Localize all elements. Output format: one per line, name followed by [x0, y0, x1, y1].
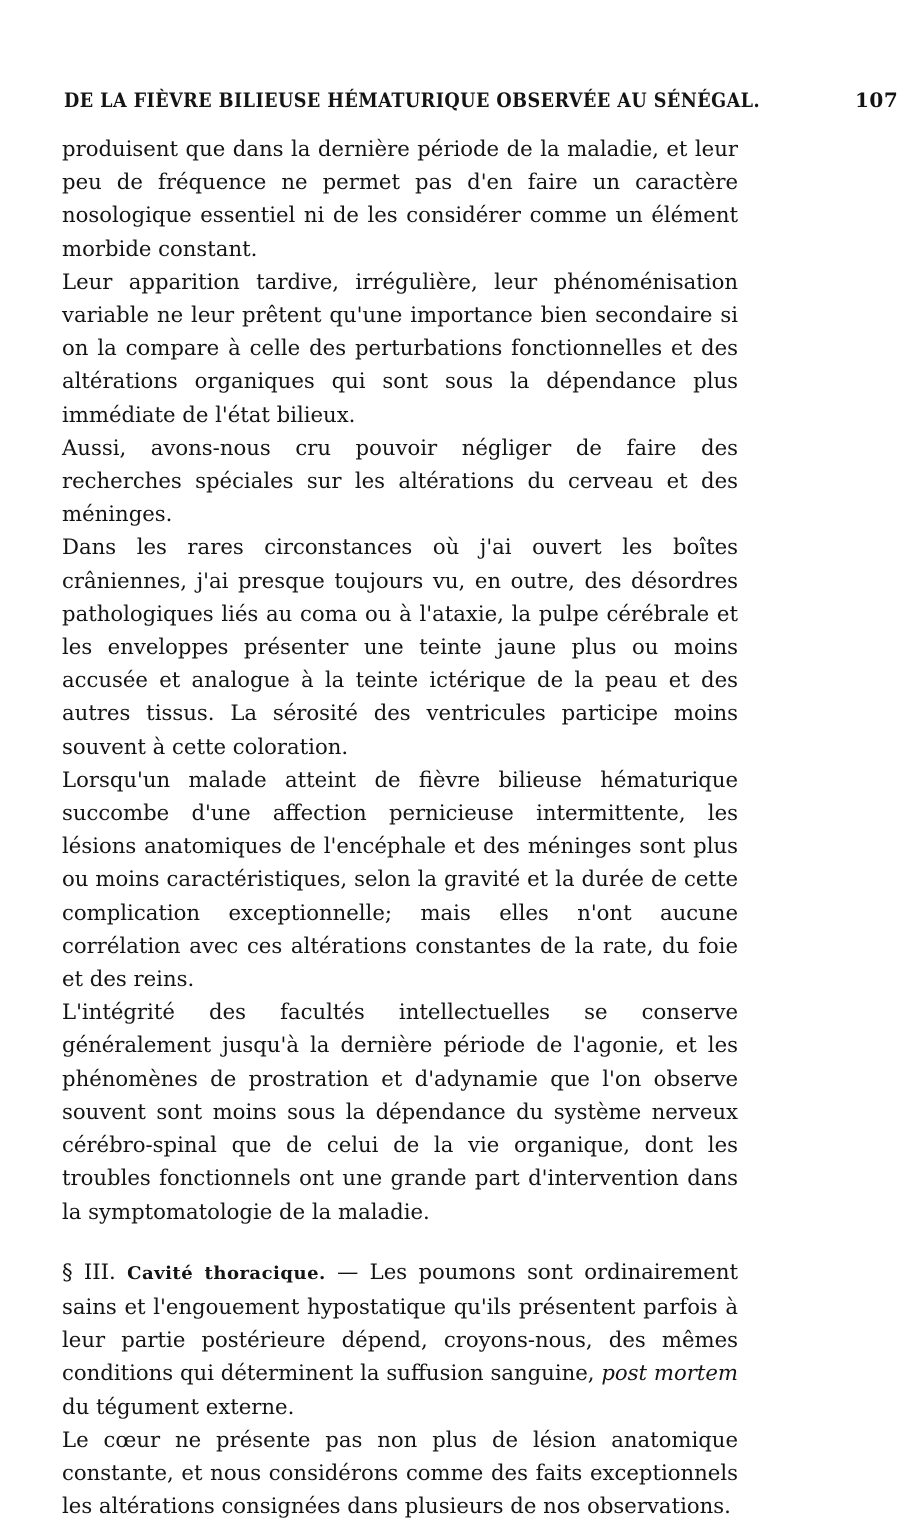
page-body: [62, 132, 738, 1522]
paragraph: produisent que dans la dernière période de la maladie, et leur peu de fréquence ne permet pas d'en faire un caractère nosologique essentiel ni de les considérer comme un élément morbide constant.: [62, 136, 738, 261]
running-title: DE LA FIÈVRE BILIEUSE HÉMATURIQUE OBSERVÉE AU SÉNÉGAL.: [64, 88, 761, 112]
section-text-end: du tégument externe.: [62, 1393, 295, 1419]
section-paragraph: [62, 1255, 738, 1423]
running-header: [64, 88, 898, 112]
section-mark: § III.: [62, 1258, 116, 1284]
paragraph: L'intégrité des facultés intellectuelles se conserve généralement jusqu'à la dernière période de l'agonie, et les phénomènes de prostration et d'adynamie que l'on observe souvent sont moins sous la dépendance du système nerveux cérébro-spinal que de celui de la vie organique, dont les troubles fonctionnels ont une grande part d'intervention dans la symptomatologie de la maladie.: [62, 999, 738, 1224]
section-heading: Cavité thoracique.: [127, 1262, 326, 1284]
paragraph: Lorsqu'un malade atteint de fièvre bilieuse hématurique succombe d'une affection pernicieuse intermittente, les lésions anatomiques de l'encéphale et des méninges sont plus ou moins caractéristiques, selon la gravité et la durée de cette complication exceptionnelle; mais elles n'ont aucune corrélation avec ces altérations constantes de la rate, du foie et des reins.: [62, 766, 738, 992]
paragraph: Aussi, avons-nous cru pouvoir négliger de faire des recherches spéciales sur les altérations du cerveau et des méninges.: [62, 434, 738, 527]
page-number: 107: [854, 88, 898, 112]
paragraph: Le cœur ne présente pas non plus de lésion anatomique constante, et nous considérons comme des faits exceptionnels les altérations consignées dans plusieurs de nos observations.: [62, 1426, 738, 1519]
paragraph: Leur apparition tardive, irrégulière, leur phénoménisation variable ne leur prêtent qu'une importance bien secondaire si on la compare à celle des perturbations fonctionnelles et des altérations organiques qui sont sous la dépendance plus immédiate de l'état bilieux.: [62, 268, 738, 427]
paragraph: Dans les rares circonstances où j'ai ouvert les boîtes crâniennes, j'ai presque toujours vu, en outre, des désordres pathologiques liés au coma ou à l'ataxie, la pulpe cérébrale et les enveloppes présenter une teinte jaune plus ou moins accusée et analogue à la teinte ictérique de la peau et des autres tissus. La sérosité des ventricules participe moins souvent à cette coloration.: [62, 534, 738, 759]
italic-phrase: post mortem: [601, 1360, 738, 1386]
section-text: — Les poumons sont ordinairement sains et l'engouement hypostatique qu'ils présentent parfois à leur partie postérieure dépend, croyons-nous, des mêmes conditions qui déterminent la suffusion sanguine,: [62, 1258, 738, 1386]
